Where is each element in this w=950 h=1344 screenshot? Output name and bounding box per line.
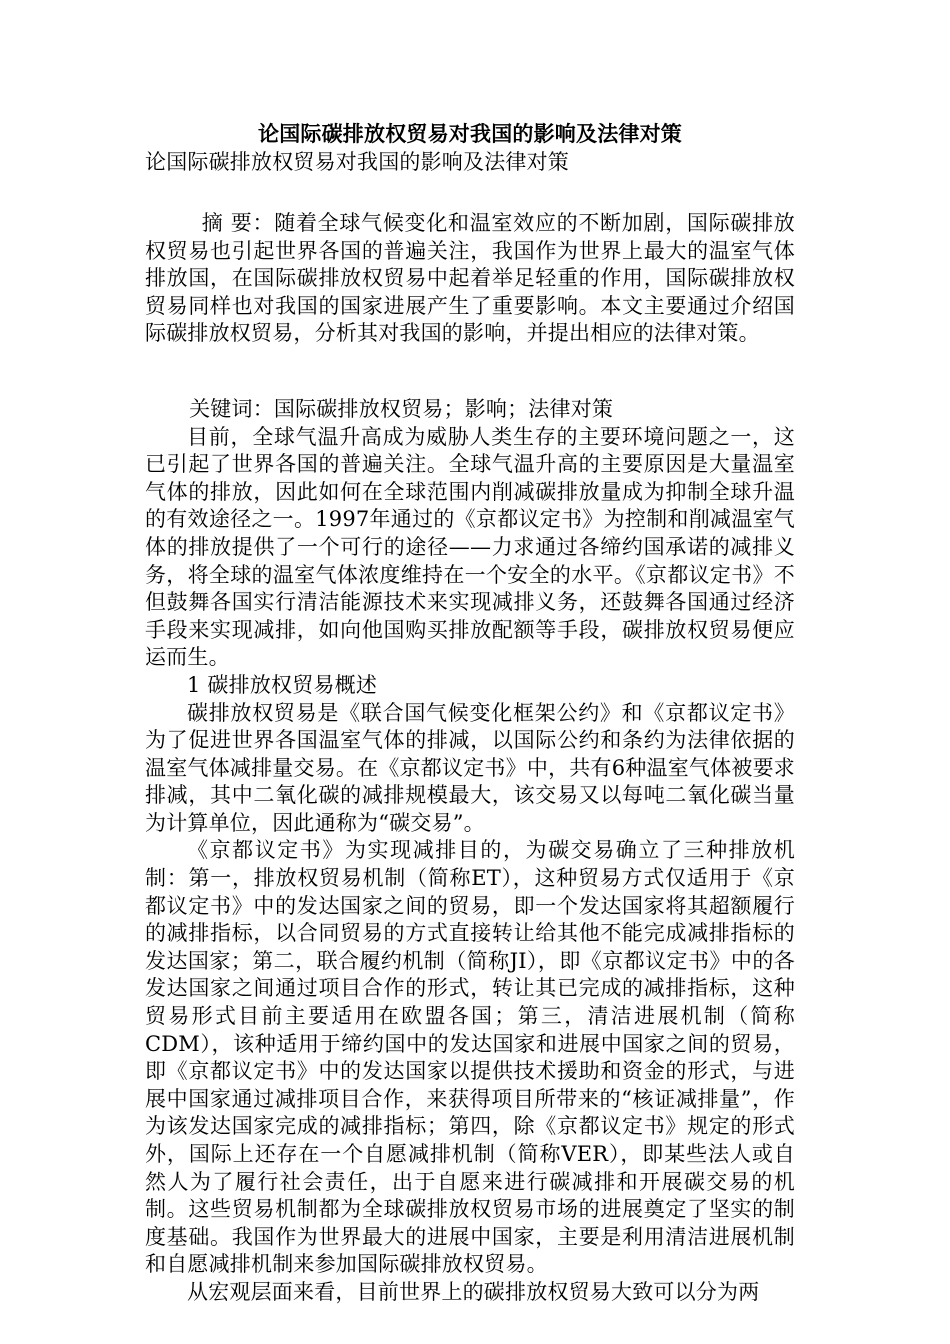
spacer <box>145 348 795 396</box>
document-page <box>145 120 795 1307</box>
body-paragraph: 碳排放权贸易是《联合国气候变化框架公约》和《京都议定书》为了促进世界各国温室气体的排减，以国际公约和条约为法律依据的温室气体减排量交易。在《京都议定书》中，共有6种温室气体被要求排减，其中二氧化碳的减排规模最大，该交易又以每吨二氧化碳当量为计算单位，因此通称为“碳交易”。 <box>145 700 795 835</box>
abstract-paragraph: 摘 要：随着全球气候变化和温室效应的不断加剧，国际碳排放权贸易也引起世界各国的普遍关注，我国作为世界上最大的温室气体排放国，在国际碳排放权贸易中起着举足轻重的作用，国际碳排放权贸易同样也对我国的国家进展产生了重要影响。本文主要通过介绍国际碳排放权贸易，分析其对我国的影响，并提出相应的法律对策。 <box>145 211 795 346</box>
document-title: 论国际碳排放权贸易对我国的影响及法律对策 <box>258 121 682 146</box>
section-heading: 1 碳排放权贸易概述 <box>187 672 378 697</box>
body-paragraph: 《京都议定书》为实现减排目的，为碳交易确立了三种排放机制：第一，排放权贸易机制（简称ET），这种贸易方式仅适用于《京都议定书》中的发达国家之间的贸易，即一个发达国家将其超额履行的减排指标，以合同贸易的方式直接转让给其他不能完成减排指标的发达国家；第二，联合履约机制（简称JI），即《京都议定书》中的各发达国家之间通过项目合作的形式，转让其已完成的减排指标，这种贸易形式目前主要适用在欧盟各国；第三，清洁进展机制（简称CDM），该种适用于缔约国中的发达国家和进展中国家之间的贸易，即《京都议定书》中的发达国家以提供技术援助和资金的形式，与进展中国家通过减排项目合作，来获得项目所带来的“核证减排量”，作为该发达国家完成的减排指标；第四，除《京都议定书》规定的形式外，国际上还存在一个自愿减排机制（简称VER），即某些法人或自然人为了履行社会责任，出于自愿来进行碳减排和开展碳交易的机制。这些贸易机制都为全球碳排放权贸易市场的进展奠定了坚实的制度基础。我国作为世界最大的进展中国家，主要是利用清洁进展机制和自愿减排机制来参加国际碳排放权贸易。 <box>145 838 795 1277</box>
body-paragraph: 从宏观层面来看，目前世界上的碳排放权贸易大致可以分为两 <box>187 1279 760 1304</box>
spacer <box>145 176 795 210</box>
keywords-line: 关键词：国际碳排放权贸易；影响；法律对策 <box>189 396 614 421</box>
document-subtitle: 论国际碳排放权贸易对我国的影响及法律对策 <box>145 150 569 174</box>
body-paragraph: 目前，全球气温升高成为威胁人类生存的主要环境问题之一，这已引起了世界各国的普遍关注。全球气温升高的主要原因是大量温室气体的排放，因此如何在全球范围内削减碳排放量成为抑制全球升温的有效途径之一。1997年通过的《京都议定书》为控制和削减温室气体的排放提供了一个可行的途径——力求通过各缔约国承诺的减排义务，将全球的温室气体浓度维持在一个安全的水平。《京都议定书》不但鼓舞各国实行清洁能源技术来实现减排义务，还鼓舞各国通过经济手段来实现减排，如向他国购买排放配额等手段，碳排放权贸易便应运而生。 <box>145 424 795 670</box>
